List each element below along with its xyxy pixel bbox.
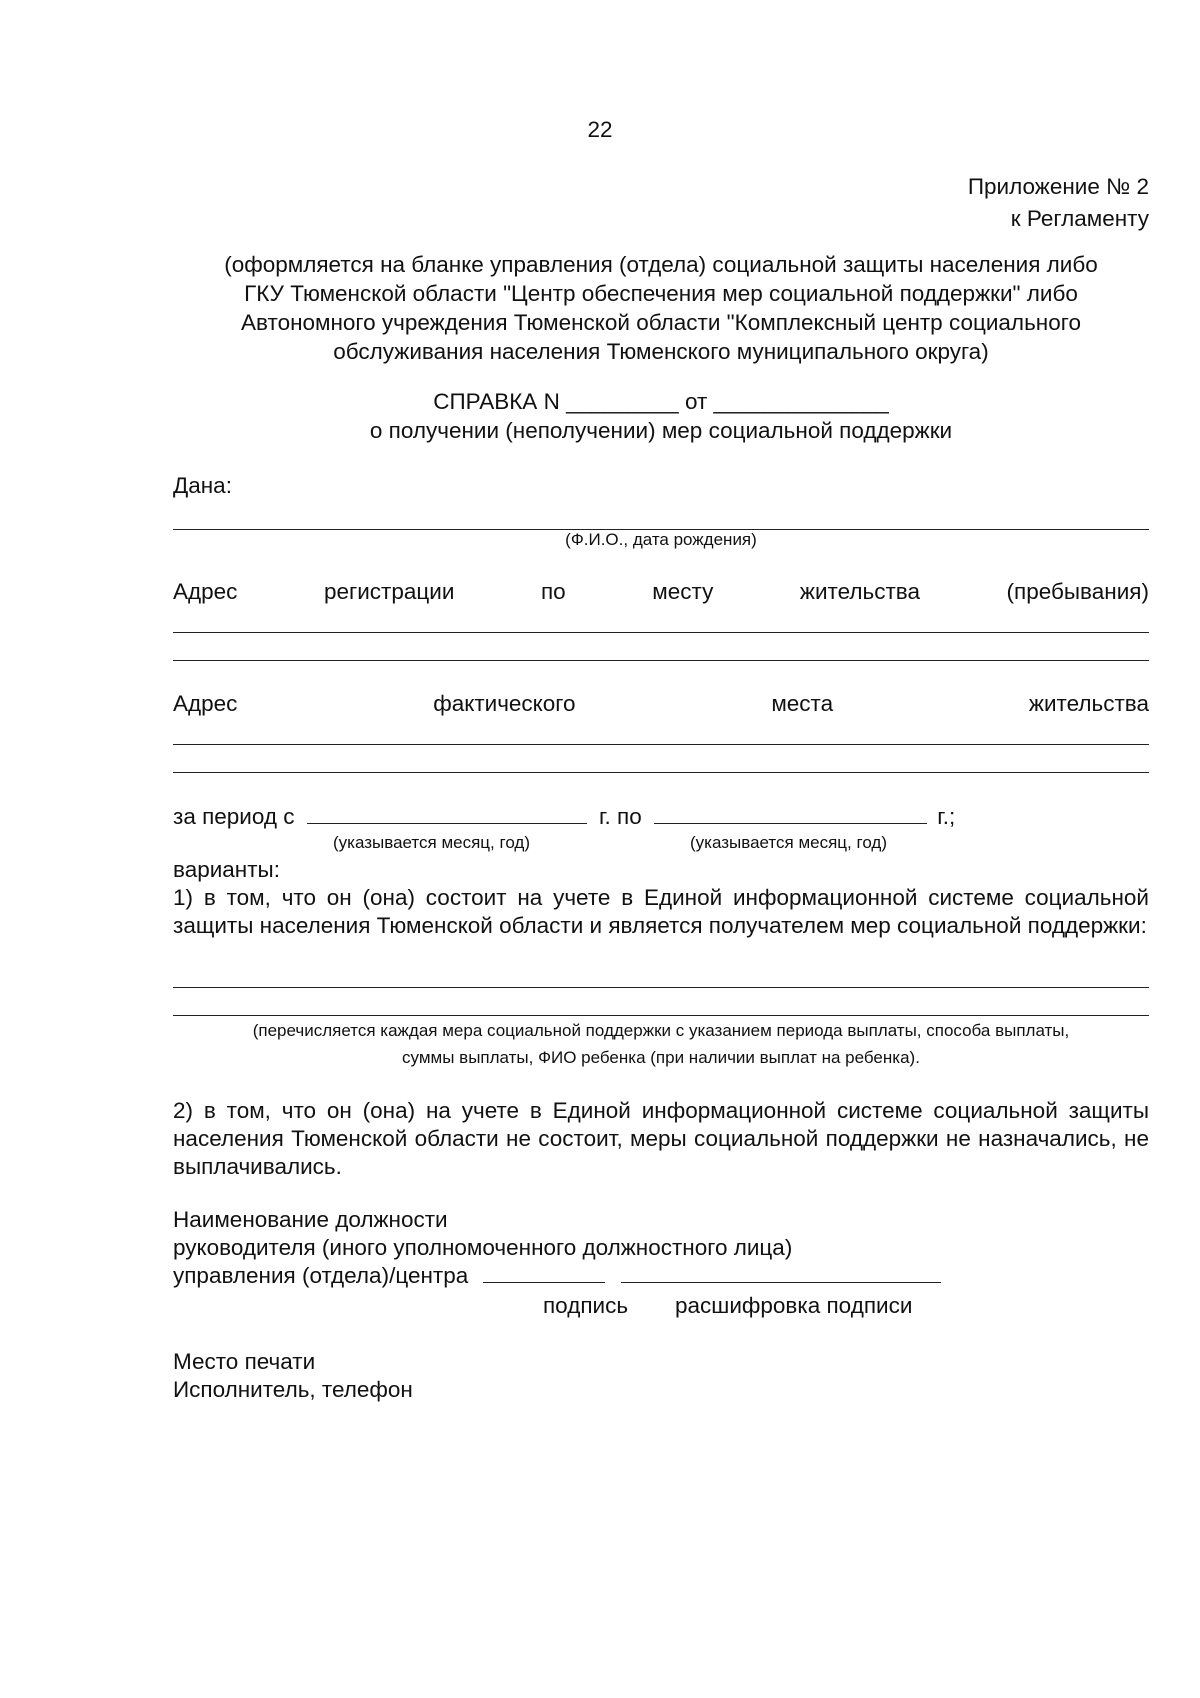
- measures-caption: суммы выплаты, ФИО ребенка (при наличии выплат на ребенка).: [402, 1048, 920, 1067]
- blank-note-line: ГКУ Тюменской области "Центр обеспечения мер социальной поддержки" либо: [244, 281, 1078, 306]
- actual-address-word: места: [771, 691, 834, 716]
- registration-address-word: по: [541, 579, 566, 604]
- registration-address-line: [173, 632, 1149, 633]
- signature-row: [173, 1262, 941, 1290]
- issued-to-label: Дана:: [173, 473, 232, 498]
- signatory-position-line: управления (отдела)/центра: [173, 1263, 469, 1288]
- options-label: варианты:: [173, 857, 280, 882]
- signature-decode-blank: [621, 1262, 941, 1283]
- fio-caption: (Ф.И.О., дата рождения): [565, 530, 757, 549]
- registration-address-word: жительства: [799, 579, 920, 604]
- period-end-label: г.;: [937, 804, 956, 829]
- signatory-position-line: руководителя (иного уполномоченного должностного лица): [173, 1235, 793, 1260]
- period-from-label: за период с: [173, 804, 295, 829]
- certificate-subtitle: о получении (неполучении) мер социальной поддержки: [369, 418, 953, 443]
- registration-address-label: [173, 578, 1149, 606]
- period-from-blank: [307, 803, 587, 824]
- blank-note-line: Автономного учреждения Тюменской области "Комплексный центр социального: [241, 310, 1081, 335]
- actual-address-word: жительства: [1028, 691, 1149, 716]
- certificate-title: СПРАВКА N _________ от ______________: [433, 389, 889, 414]
- appendix-reference: к Регламенту: [1010, 206, 1149, 231]
- period-row: [173, 803, 955, 831]
- signature-blank: [483, 1262, 605, 1283]
- actual-address-word: фактического: [433, 691, 576, 716]
- page-number: 22: [587, 117, 613, 142]
- option-2-text: 2) в том, что он (она) на учете в Единой информационной системе социальной защиты населения Тюменской области не состоит, меры социальной поддержки не назначались, не выплачивались.: [173, 1098, 1149, 1179]
- registration-address-word: Адрес: [173, 579, 238, 604]
- signatory-position-line: Наименование должности: [173, 1207, 448, 1232]
- measures-line: [173, 1015, 1149, 1016]
- period-to-caption: (указывается месяц, год): [690, 833, 887, 852]
- actual-address-word: Адрес: [173, 691, 238, 716]
- blank-note-line: (оформляется на бланке управления (отдела) социальной защиты населения либо: [224, 252, 1098, 277]
- appendix-number: Приложение № 2: [967, 174, 1149, 199]
- registration-address-word: (пребывания): [1006, 579, 1149, 604]
- registration-address-word: регистрации: [324, 579, 455, 604]
- measures-line: [173, 987, 1149, 988]
- period-to-label: г. по: [599, 804, 642, 829]
- stamp-place: Место печати: [173, 1349, 316, 1374]
- measures-caption: (перечисляется каждая мера социальной поддержки с указанием периода выплаты, способа выплаты,: [252, 1021, 1070, 1040]
- option-1-text: 1) в том, что он (она) состоит на учете в Единой информационной системе социальной защиты населения Тюменской области и является получателем мер социальной поддержки:: [173, 885, 1149, 938]
- blank-note-line: обслуживания населения Тюменского муниципального округа): [333, 339, 989, 364]
- signature-decode-caption: расшифровка подписи: [675, 1293, 913, 1318]
- actual-address-label: [173, 690, 1149, 718]
- period-to-blank: [654, 803, 927, 824]
- actual-address-line: [173, 772, 1149, 773]
- signature-caption: подпись: [543, 1293, 629, 1318]
- executor-phone: Исполнитель, телефон: [173, 1377, 413, 1402]
- period-from-caption: (указывается месяц, год): [333, 833, 530, 852]
- registration-address-line: [173, 660, 1149, 661]
- actual-address-line: [173, 744, 1149, 745]
- registration-address-word: месту: [652, 579, 714, 604]
